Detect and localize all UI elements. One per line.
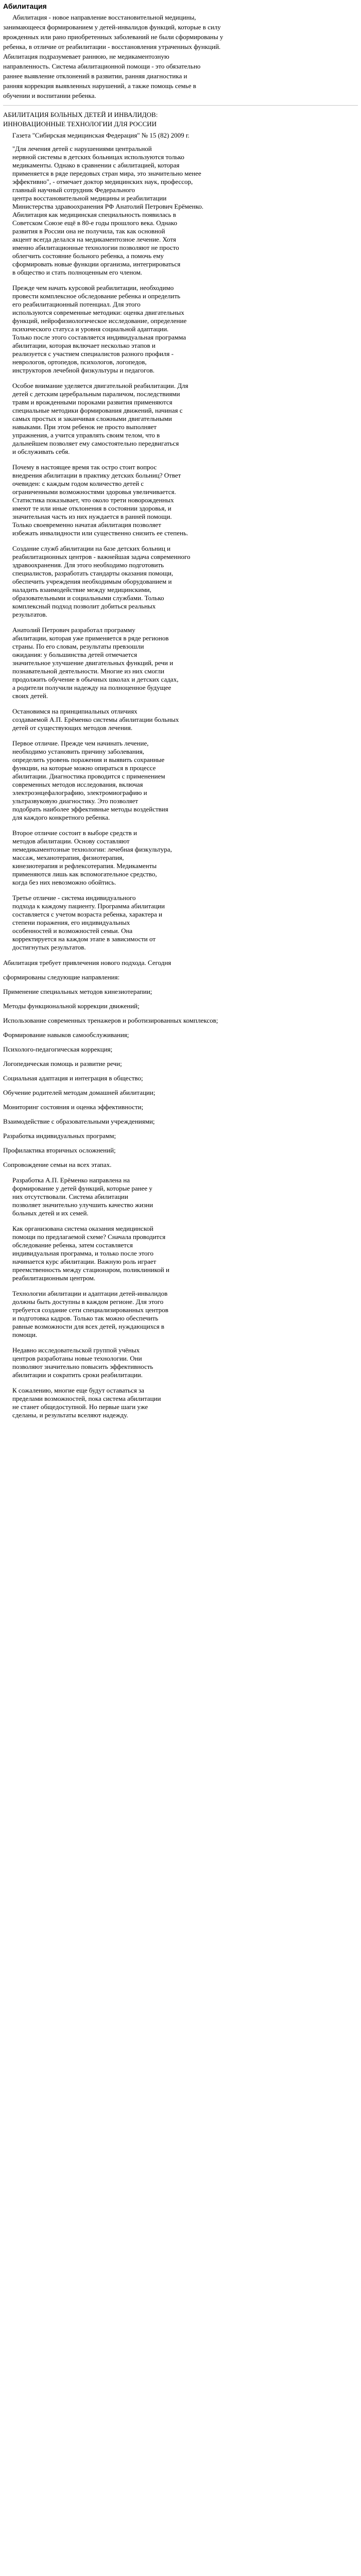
paragraph xyxy=(3,1290,358,1339)
text-line: функций, нейрофизиологическое исследование, определение xyxy=(12,317,187,325)
text-line: значительное улучшение двигательных функций, речи и xyxy=(12,659,174,667)
article-title: АБИЛИТАЦИЯ БОЛЬНЫХ ДЕТЕЙ И ИНВАЛИДОВ: xyxy=(3,111,158,118)
list-item: Мониторинг состояния и оценка эффективности; xyxy=(3,1103,144,1111)
text-line: развития в России она не получила, так как основной xyxy=(12,227,165,235)
text-line: абилитации и сократить сроки реабилитации. xyxy=(12,1371,143,1379)
paragraph xyxy=(3,829,358,887)
text-line: абилитации, которая уже применяется в ряде регионов xyxy=(12,634,169,642)
text-line: немедикаментозные технологии: лечебная физкультура, xyxy=(12,845,172,853)
text-line: сделаны, и результаты вселяют надежду. xyxy=(12,1411,128,1419)
paragraph xyxy=(3,1225,358,1282)
text-line: Министерства здравоохранения РФ Анатолий Петрович Ерёменко. xyxy=(12,202,203,210)
paragraph xyxy=(3,739,358,822)
list-item: Абилитация требует привлечения нового подхода. Сегодня xyxy=(3,959,171,967)
text-line: помощи по предлагаемой схеме? Сначала проводится xyxy=(12,1233,166,1241)
intro-line: Абилитация - новое направление восстановительной медицины, xyxy=(12,13,196,21)
text-line: Создание служб абилитации на базе детских больниц и xyxy=(12,545,171,552)
text-line: создаваемой А.П. Ерёменко системы абилитации больных xyxy=(12,716,179,723)
text-line: должны быть доступны в каждом регионе. Для этого xyxy=(12,1298,164,1306)
text-line: и обслуживать себя. xyxy=(12,448,70,455)
text-line: ожидания: у большинства детей отмечается xyxy=(12,651,137,658)
text-line: детей с детским церебральным параличом, последствиями xyxy=(12,390,180,398)
intro-section xyxy=(3,13,358,100)
paragraph xyxy=(3,1176,358,1217)
text-line: степени поражения, его индивидуальных xyxy=(12,919,130,926)
paragraph xyxy=(3,545,358,619)
text-line: индивидуальная программа, и только после этого xyxy=(12,1249,153,1257)
list-item: сформированы следующие направления: xyxy=(3,973,120,981)
text-line: подхода к каждому пациенту. Программа абилитации xyxy=(12,902,165,910)
text-line: К сожалению, многие еще будут оставаться за xyxy=(12,1386,144,1394)
text-line: провести комплексное обследование ребенка и определить xyxy=(12,292,181,300)
list-item: Психолого-педагогическая коррекция; xyxy=(3,1045,113,1053)
text-line: а родители получили надежду на полноценное будущее xyxy=(12,684,171,691)
list-item: Формирование навыков самообслуживания; xyxy=(3,1031,129,1039)
text-line: абилитации. Диагностика проводится с применением xyxy=(12,772,165,780)
text-line: требуется создание сети специализированных центров xyxy=(12,1306,168,1314)
text-line: особенностей и возможностей семьи. Она xyxy=(12,927,133,935)
text-line: травм и врожденными пороками развития применяются xyxy=(12,398,173,406)
text-line: очевиден: с каждым годом количество детей с xyxy=(12,480,144,487)
text-line: определить уровень поражения и выявить сохранные xyxy=(12,756,165,764)
text-line: внедрения абилитации в практику детских больниц? Ответ xyxy=(12,471,181,479)
text-line: именно абилитационные технологии позволяют не просто xyxy=(12,244,179,251)
text-line: применяются лишь как вспомогательное средство, xyxy=(12,870,157,878)
intro-line: Абилитация подразумевает раннюю, не медикаментозную xyxy=(3,53,169,60)
list-item: Обучение родителей методам домашней абилитации; xyxy=(3,1089,156,1096)
text-line: эффективно", - отмечает доктор медицинских наук, профессор, xyxy=(12,178,193,185)
article-subtitle: ИННОВАЦИОННЫЕ ТЕХНОЛОГИИ ДЛЯ РОССИИ xyxy=(3,120,157,128)
text-line: его реабилитационный потенциал. Для этого xyxy=(12,300,141,308)
text-line: центра восстановительной медицины и реабилитации xyxy=(12,194,167,202)
text-line: сформировать новые функции организма, интегрироваться xyxy=(12,260,181,268)
section-divider xyxy=(3,105,358,106)
text-line: когда без них невозможно обойтись. xyxy=(12,878,116,886)
text-line: своих детей. xyxy=(12,692,48,700)
intro-line: обучении и воспитании ребенка. xyxy=(3,92,96,99)
list-item: Социальная адаптация и интеграция в общество; xyxy=(3,1074,143,1082)
text-line: Второе отличие состоит в выборе средств и xyxy=(12,829,137,837)
text-line: ультразвуковую диагностику. Это позволяет xyxy=(12,797,139,805)
text-line: облегчить состояние больного ребенка, а помочь ему xyxy=(12,252,164,260)
text-line: кинезиотерапия и рефлексотерапия. Медикаменты xyxy=(12,862,157,870)
article xyxy=(3,111,358,1419)
intro-line: занимающееся формированием у детей-инвалидов функций, которые в силу xyxy=(3,23,221,31)
text-line: Особое внимание уделяется двигательной реабилитации. Для xyxy=(12,382,188,389)
text-line: Третье отличие - система индивидуального xyxy=(12,894,136,902)
text-line: нервной системы в детских больницах используются только xyxy=(12,153,184,161)
text-line: Анатолий Петрович разработал программу xyxy=(12,626,135,634)
text-line: страны. По его словам, результаты превзошли xyxy=(12,642,144,650)
text-line: детей от существующих методов лечения. xyxy=(12,724,133,732)
text-line: методов абилитации. Основу составляют xyxy=(12,837,130,845)
text-line: образовательными и социальными службами. Только xyxy=(12,594,164,602)
text-line: реабилитационных центров - важнейшая задача современного xyxy=(12,553,191,561)
text-line: пределами возможностей, пока система абилитации xyxy=(12,1395,161,1402)
list-item: Применение специальных методов кинезиотерапии; xyxy=(3,988,152,995)
text-line: центров разработаны новые технологии. Они xyxy=(12,1354,142,1362)
text-line: обеспечить учреждения необходимым оборудованием и xyxy=(12,578,172,585)
text-line: подобрать наиболее эффективные методы воздействия xyxy=(12,805,168,813)
list-item: Методы функциональной коррекции движений; xyxy=(3,1002,140,1010)
text-line: упражнения, а учится управлять своим телом, что в xyxy=(12,431,160,439)
list-item: Логопедическая помощь и развитие речи; xyxy=(3,1060,122,1067)
text-line: современных методов исследования, включая xyxy=(12,781,143,788)
text-line: главный научный сотрудник Федерального xyxy=(12,186,135,194)
intro-line: врожденных или рано приобретенных заболеваний не были сформированы у xyxy=(3,33,224,41)
list-item: Взаимодействие с образовательными учреждениями; xyxy=(3,1117,155,1125)
paragraph xyxy=(3,1346,358,1379)
paragraph xyxy=(3,382,358,456)
directions-list xyxy=(3,959,358,1169)
intro-line: ранняя коррекция выявленных нарушений, а также помощь семье в xyxy=(3,82,196,90)
paragraph xyxy=(3,463,358,537)
text-line: Статистика показывает, что около трети новорожденных xyxy=(12,496,174,504)
text-line: Остановимся на принципиальных отличиях xyxy=(12,707,137,715)
text-line: продолжить обучение в обычных школах и детских садах, xyxy=(12,675,179,683)
paragraph xyxy=(3,1386,358,1419)
paragraph xyxy=(3,626,358,700)
text-line: преемственность между стационаром, поликлиникой и xyxy=(12,1266,169,1274)
text-line: начинается курс абилитации. Важную роль играет xyxy=(12,1258,157,1265)
text-line: специальные методики формирования движений, начиная с xyxy=(12,406,183,414)
text-line: составляется с учетом возраста ребенка, характера и xyxy=(12,910,162,918)
text-line: электроэнцефалографию, электромиографию и xyxy=(12,789,147,796)
text-line: результатов. xyxy=(12,611,47,618)
text-line: Разработка А.П. Ерёменко направлена на xyxy=(12,1176,130,1184)
text-line: для каждого конкретного ребенка. xyxy=(12,814,110,821)
text-line: массаж, механотерапия, физиотерапия, xyxy=(12,854,124,861)
text-line: них отсутствовали. Система абилитации xyxy=(12,1193,128,1200)
text-line: применяется в ряде передовых стран мира, это значительно менее xyxy=(12,170,201,177)
text-line: обследование ребенка, затем составляется xyxy=(12,1241,133,1249)
text-line: больных детей и их семей. xyxy=(12,1209,89,1217)
text-line: не станет общедоступной. Но первые шаги уже xyxy=(12,1403,148,1411)
text-line: неврологов, ортопедов, психологов, логопедов, xyxy=(12,358,147,366)
text-line: реабилитационным центром. xyxy=(12,1274,96,1282)
text-line: познавательной деятельности. Многие из них смогли xyxy=(12,667,165,675)
text-line: позволяет значительно улучшить качество жизни xyxy=(12,1201,153,1209)
paragraph xyxy=(3,284,358,375)
list-item: Использование современных тренажеров и роботизированных комплексов; xyxy=(3,1016,218,1024)
text-line: Абилитация как медицинская специальность появилась в xyxy=(12,211,176,218)
text-line: имеют те или иные отклонения в состоянии здоровья, и xyxy=(12,504,171,512)
text-line: Недавно исследовательской группой учёных xyxy=(12,1346,140,1354)
text-line: реализуется с участием специалистов разного профиля - xyxy=(12,350,174,358)
text-line: Советском Союзе ещё в 80-е годы прошлого века. Однако xyxy=(12,219,177,227)
text-line: комплексный подход позволит добиться реальных xyxy=(12,602,156,610)
text-line: самых простых и заканчивая сложными двигательными xyxy=(12,415,172,422)
text-line: равные возможности для всех детей, нуждающихся в xyxy=(12,1323,165,1330)
intro-line: направленность. Система абилитационной помощи - это обязательно xyxy=(3,62,201,70)
text-line: используются современные методики: оценка двигательных xyxy=(12,309,184,316)
text-line: формирование у детей функций, которые ранее у xyxy=(12,1184,152,1192)
text-line: необходимо установить причину заболевания, xyxy=(12,748,144,755)
list-item: Разработка индивидуальных программ; xyxy=(3,1132,116,1140)
text-line: избежать инвалидности или существенно снизить ее степень. xyxy=(12,529,188,537)
text-line: Первое отличие. Прежде чем начинать лечение, xyxy=(12,739,149,747)
text-line: корректируется на каждом этапе в зависимости от xyxy=(12,935,156,943)
text-line: психического статуса и уровня социальной адаптации. xyxy=(12,325,169,333)
article-source: Газета "Сибирская медицинская Федерация" № 15 (82) 2009 г. xyxy=(12,131,190,139)
list-item: Сопровождение семьи на всех этапах. xyxy=(3,1161,112,1168)
text-line: помощи. xyxy=(12,1331,38,1338)
text-line: и подготовка кадров. Только так можно обеспечить xyxy=(12,1314,159,1322)
page-title: Абилитация xyxy=(3,2,47,10)
text-line: достигнутых результатов. xyxy=(12,943,86,951)
text-line: в общество и стать полноценным его членом. xyxy=(12,268,143,276)
text-line: медикаменты. Однако в сравнении с абилитацией, которая xyxy=(12,161,180,169)
text-line: Технологии абилитации и адаптации детей-инвалидов xyxy=(12,1290,168,1297)
list-item: Профилактика вторичных осложнений; xyxy=(3,1146,116,1154)
intro-line: раннее выявление отклонений в развитии, ранняя диагностика и xyxy=(3,72,187,80)
text-line: инструкторов лечебной физкультуры и педагогов. xyxy=(12,366,154,374)
paragraph xyxy=(3,145,358,277)
text-line: акцент всегда делался на медикаментозное лечение. Хотя xyxy=(12,235,176,243)
text-line: абилитации, которая включает несколько этапов и xyxy=(12,342,156,349)
text-line: Как организована система оказания медицинской xyxy=(12,1225,153,1232)
text-line: позволяют значительно повысить эффективность xyxy=(12,1363,153,1370)
text-line: функции, на которые можно опираться в процессе xyxy=(12,764,156,772)
text-line: Прежде чем начать курсовой реабилитации, необходимо xyxy=(12,284,174,292)
text-line: ограниченными возможностями здоровья увеличивается. xyxy=(12,488,176,496)
paragraph xyxy=(3,707,358,732)
text-line: специалистов, разработать стандарты оказания помощи, xyxy=(12,569,174,577)
article-closing xyxy=(3,1176,358,1419)
text-line: Только после этого составляется индивидуальная программа xyxy=(12,333,186,341)
text-line: значительная часть из них нуждается в ранней помощи. xyxy=(12,513,172,520)
text-line: Только своевременно начатая абилитация позволяет xyxy=(12,521,161,529)
article-body xyxy=(3,145,358,952)
text-line: Почему в настоящее время так остро стоит вопрос xyxy=(12,463,157,471)
text-line: навыками. При этом ребенок не просто выполняет xyxy=(12,423,157,431)
intro-line: ребенка, в отличие от реабилитации - восстановления утраченных функций. xyxy=(3,43,221,50)
text-line: здравоохранения. Для этого необходимо подготовить xyxy=(12,561,164,569)
text-line: наладить взаимодействие между медицинскими, xyxy=(12,586,151,594)
text-line: дальнейшем позволяет ему самостоятельно передвигаться xyxy=(12,439,179,447)
paragraph xyxy=(3,894,358,952)
text-line: "Для лечения детей с нарушениями центральной xyxy=(12,145,152,152)
